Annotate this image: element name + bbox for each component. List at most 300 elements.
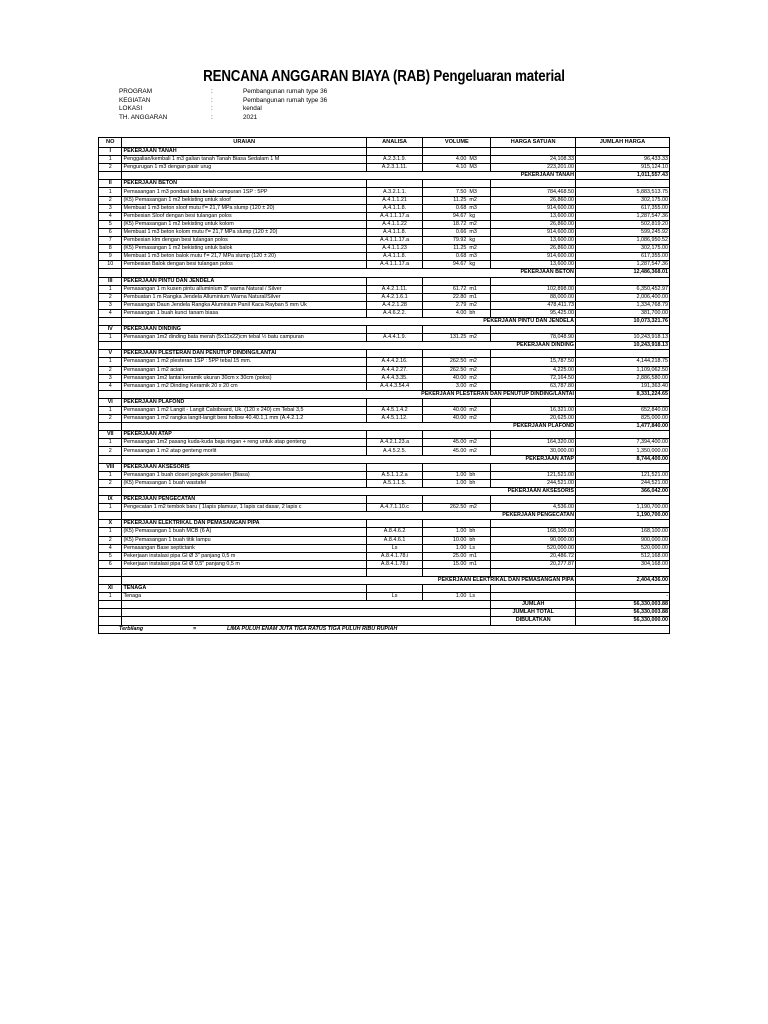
info-colon: : [211,96,213,104]
volume-value: 0.68 [455,253,467,260]
volume-unit: m2 [469,358,477,365]
empty-cell [423,568,491,576]
item-total: 1,190,700.00 [575,504,669,512]
item-total: 5,883,513.75 [575,188,669,196]
item-analisa: A.3.2.1.1. [366,188,422,196]
item-number: 1 [99,593,122,601]
volume-unit: m2 [469,374,477,381]
item-total: 302,175.00 [575,245,669,253]
empty-cell [423,431,491,439]
volume-value: 18.72 [452,220,467,227]
section-header-row [99,180,670,188]
dibulatkan-label: DIBULATKAN [491,617,576,625]
table-row [99,334,670,342]
table-row [99,471,670,479]
item-description: Pembesian Sloof dengan besi tulangan polos [122,212,366,220]
volume-unit: M3 [469,188,477,195]
item-description: (K5) Pemasangan 1 m2 bekisting untuk kolom [122,220,366,228]
volume-unit: bh [469,471,476,478]
volume-value: 1.00 [455,544,467,551]
item-total: 617,355.00 [575,204,669,212]
item-description: Pemasangan 1m2 pasang kuda-kuda baja ringan + reng untuk atap genteng [122,439,366,447]
item-analisa: A.4.4.2.27. [366,366,422,374]
empty-cell [366,326,422,334]
table-row [99,220,670,228]
section-name: PEKERJAAN BETON [122,180,366,188]
item-volume [423,293,491,301]
empty-cell [491,496,576,504]
empty-cell [99,601,122,609]
section-header-row [99,585,670,593]
table-row [99,301,670,309]
empty-cell [366,398,422,406]
item-unit-price: 90,000.00 [491,536,576,544]
info-label: PROGRAM [119,88,153,95]
empty-cell [575,350,669,358]
info-value: Pembangunan rumah type 36 [243,96,328,104]
subtotal-label: PEKERJAAN DINDING [122,342,575,350]
volume-value: 11.25 [453,245,467,252]
subtotal-row [99,512,670,520]
empty-cell [575,148,669,156]
empty-cell [122,609,491,617]
volume-unit: m2 [469,220,477,227]
volume-value: 22.80 [452,293,467,300]
table-row [99,447,670,455]
item-analisa: A.4.5.1.12. [366,415,422,423]
table-row [99,536,670,544]
item-description: Pemasangan 1 m2 plesteran 1SP : 5PP tebal 15 mm. [122,358,366,366]
volume-unit: kg [469,212,476,219]
item-unit-price: 4,536.00 [491,504,576,512]
terbilang-cell [99,625,670,633]
empty-cell [423,463,491,471]
table-row [99,196,670,204]
section-number: VI [99,398,122,406]
terbilang-equals: = [193,625,197,632]
item-description: Pemasangan 1 m3 pondasi batu belah campuran 1SP : 5PP [122,188,366,196]
subtotal-label: PEKERJAAN TANAH [122,172,575,180]
item-analisa: A.4.5.2.5. [366,447,422,455]
item-number: 4 [99,212,122,220]
item-total: 6,350,452.97 [575,285,669,293]
item-volume [423,528,491,536]
item-unit-price: 168,100.00 [491,528,576,536]
volume-unit: bh [469,528,476,535]
volume-unit: m2 [469,334,477,341]
subtotal-label: PEKERJAAN PLESTERAN DAN PENUTUP DINDING/LANTAI [122,390,575,398]
empty-cell [575,180,669,188]
item-analisa: A.8.4.1.78.i [366,552,422,560]
item-unit-price [491,593,576,601]
empty-cell [423,180,491,188]
section-header-row [99,398,670,406]
table-row [99,293,670,301]
info-row [119,88,443,97]
header-no: NO [99,138,122,148]
empty-cell [491,277,576,285]
item-number: 5 [99,552,122,560]
subtotal-row [99,390,670,398]
table-row [99,560,670,568]
header-uraian: URAIAN [122,138,366,148]
empty-cell [366,496,422,504]
info-value: 2021 [243,113,258,121]
item-volume [423,415,491,423]
empty-cell [423,520,491,528]
item-number: 1 [99,407,122,415]
item-number: 9 [99,253,122,261]
volume-unit: m2 [469,245,477,252]
item-unit-price: 88,000.00 [491,293,576,301]
item-number: 6 [99,228,122,236]
dibulatkan-row [99,617,670,625]
section-number: VIII [99,463,122,471]
empty-cell [491,398,576,406]
item-volume [423,188,491,196]
item-description: Pemasangan 1m2 lantai keramik ukuran 30cm x 30cm (polos) [122,374,366,382]
subtotal-value: 8,744,400.00 [575,455,669,463]
table-row [99,204,670,212]
volume-unit: m2 [469,415,477,422]
item-number: 1 [99,504,122,512]
item-description: Pemasangan 1m2 dinding bata merah (5x11x22)cm tebal ½ batu campuran [122,334,366,342]
section-header-row [99,520,670,528]
item-description: (K5) Pemasangan 1 m2 bekisting untuk sloof [122,196,366,204]
info-label: KEGIATAN [119,96,151,104]
item-analisa: Ls [366,593,422,601]
volume-unit: Ls [469,593,476,600]
empty-cell [423,398,491,406]
empty-cell [99,568,122,576]
subtotal-row [99,317,670,325]
item-volume [423,552,491,560]
volume-value: 10.00 [452,536,467,543]
empty-cell [366,585,422,593]
empty-cell [491,148,576,156]
volume-unit: Ls [469,544,476,551]
empty-cell [122,601,491,609]
item-unit-price: 26,860.00 [491,220,576,228]
item-volume [423,447,491,455]
subtotal-row [99,487,670,495]
item-total: 244,521.00 [575,479,669,487]
item-description: Pembesian klm dengan besi tulangan polos [122,237,366,245]
volume-value: 3.00 [455,382,467,389]
item-analisa: A.4.1.1.8. [366,228,422,236]
volume-unit: m2 [469,407,477,414]
section-name: TENAGA [122,585,366,593]
item-total: 7,394,400.00 [575,439,669,447]
item-analisa: A.4.1.1.17.a [366,212,422,220]
rab-table [98,137,670,634]
item-description: Pengecatan 1 m2 tembok baru ( 1lapis plamuur, 1 lapis cat dasar, 2 lapis c [122,504,366,512]
item-unit-price: 13,600.00 [491,237,576,245]
section-number: IV [99,326,122,334]
item-analisa: A.5.1.1.2.a [366,471,422,479]
empty-cell [491,463,576,471]
volume-unit: m2 [469,439,477,446]
item-volume [423,374,491,382]
item-number: 8 [99,245,122,253]
item-unit-price: 520,000.00 [491,544,576,552]
item-unit-price: 102,898.00 [491,285,576,293]
item-volume [423,382,491,390]
volume-value: 40.00 [452,407,467,414]
item-number: 2 [99,196,122,204]
table-row [99,439,670,447]
volume-unit: M3 [469,164,477,171]
volume-unit: m2 [469,196,477,203]
item-unit-price: 4,225.00 [491,366,576,374]
item-volume [423,261,491,269]
section-number: VII [99,431,122,439]
item-number: 4 [99,544,122,552]
item-total: 302,175.00 [575,196,669,204]
item-number: 2 [99,415,122,423]
empty-cell [99,455,122,463]
volume-value: 45.00 [452,447,467,454]
item-volume [423,358,491,366]
section-number: XI [99,585,122,593]
volume-unit: m1 [469,552,477,559]
volume-value: 45.00 [452,439,467,446]
section-header-row [99,431,670,439]
item-volume [423,439,491,447]
item-analisa: A.8.4.6.2 [366,528,422,536]
item-analisa: A.4.7.1.10.c [366,504,422,512]
info-label: TH. ANGGARAN [119,113,168,121]
info-row [119,97,443,106]
table-row [99,164,670,172]
subtotal-value: 12,486,368.01 [575,269,669,277]
empty-cell [99,342,122,350]
empty-cell [575,463,669,471]
item-analisa: A.4.4.2.16. [366,358,422,366]
item-description: Pekerjaan instalasi pipa GI Ø 0,5" panjang 0,5 m [122,560,366,568]
volume-value: 40.00 [452,415,467,422]
item-analisa: A.4.2.1.6.1 [366,293,422,301]
volume-value: 25.00 [452,552,467,559]
item-total: 381,700.00 [575,309,669,317]
volume-value: 1.00 [455,471,467,478]
section-header-row [99,277,670,285]
item-volume [423,164,491,172]
item-total: 599,245.92 [575,228,669,236]
item-unit-price: 63,787.80 [491,382,576,390]
item-description: Pemasangan 1 buah kunci tanam biasa [122,309,366,317]
item-number: 1 [99,156,122,164]
item-number: 3 [99,374,122,382]
header-jumlah: JUMLAH HARGA [575,138,669,148]
empty-cell [423,496,491,504]
empty-cell [99,172,122,180]
table-row [99,245,670,253]
terbilang-text: LIMA PULUH ENAM JUTA TIGA RATUS TIGA PULUH RIBU RUPIAH [227,625,398,632]
item-analisa: A.4.1.1.8. [366,204,422,212]
empty-cell [491,326,576,334]
empty-cell [575,398,669,406]
item-description: Pemasangan 1 m2 atap genteng morlit [122,447,366,455]
item-analisa: A.8.4.6.1 [366,536,422,544]
item-volume [423,536,491,544]
empty-cell [366,520,422,528]
empty-cell [99,609,122,617]
section-name: PEKERJAAN ATAP [122,431,366,439]
document-title: RENCANA ANGGARAN BIAYA (RAB) Pengeluaran material [203,68,565,85]
empty-cell [366,180,422,188]
item-volume [423,301,491,309]
item-volume [423,204,491,212]
item-total: 1,109,062.50 [575,366,669,374]
item-volume [423,245,491,253]
subtotal-label: PEKERJAAN BETON [122,269,575,277]
empty-cell [491,585,576,593]
header-volume: VOLUME [423,138,491,148]
item-analisa: A.4.2.1.23.a [366,439,422,447]
item-volume [423,253,491,261]
item-number: 6 [99,560,122,568]
item-number: 1 [99,358,122,366]
item-unit-price: 121,521.00 [491,471,576,479]
dibulatkan-value: 56,330,000.00 [575,617,669,625]
table-row [99,253,670,261]
empty-cell [122,568,366,576]
section-name: PEKERJAAN ELEKTRIKAL DAN PEMASANGAN PIPA [122,520,366,528]
subtotal-label: PEKERJAAN PINTU DAN JENDELA [122,317,575,325]
subtotal-value: 2,404,436.00 [575,576,669,584]
table-row [99,366,670,374]
item-volume [423,544,491,552]
volume-unit: m2 [469,447,477,454]
item-analisa: A.4.5.1.4.2 [366,407,422,415]
item-analisa: A.4.6.2.2. [366,309,422,317]
item-volume [423,593,491,601]
empty-cell [99,617,122,625]
item-volume [423,504,491,512]
section-name: PEKERJAAN PLAFOND [122,398,366,406]
item-volume [423,309,491,317]
subtotal-row [99,172,670,180]
item-volume [423,560,491,568]
item-volume [423,479,491,487]
volume-value: 0.66 [455,228,467,235]
item-number: 1 [99,471,122,479]
table-row [99,552,670,560]
item-analisa: A.4.1.1.23 [366,245,422,253]
item-description: (K5) Pemasangan 1 buah MCB (6 A) [122,528,366,536]
info-colon: : [211,113,213,121]
item-total: 900,000.00 [575,536,669,544]
empty-cell [423,326,491,334]
volume-unit: m2 [469,504,477,511]
item-total: 2,006,400.00 [575,293,669,301]
item-description: Pemasangan 1 buah closet jongkok porselen (Biasa) [122,471,366,479]
empty-cell [491,520,576,528]
table-row [99,593,670,601]
item-number: 1 [99,439,122,447]
empty-cell [423,148,491,156]
empty-cell [491,568,576,576]
subtotal-label: PEKERJAAN ATAP [122,455,575,463]
item-unit-price: 26,860.00 [491,245,576,253]
item-volume [423,334,491,342]
table-row [99,285,670,293]
item-analisa: A.4.1.1.17.a [366,237,422,245]
empty-cell [366,431,422,439]
item-unit-price: 26,860.00 [491,196,576,204]
empty-cell [575,431,669,439]
item-total: 96,433.33 [575,156,669,164]
jumlah-label: JUMLAH [491,601,576,609]
table-row [99,374,670,382]
info-colon: : [211,88,213,95]
item-description: Pemasangan 1 m2 Dinding Keramik 20 x 20 cm [122,382,366,390]
item-description: Pembuatan 1 m Rangka Jendela Alluminium Warna Natural/Silver [122,293,366,301]
volume-value: 262.50 [449,358,467,365]
table-row [99,415,670,423]
item-unit-price: 72,164.50 [491,374,576,382]
volume-unit: bh [469,479,476,486]
subtotal-row [99,455,670,463]
item-description: Pekerjaan instalasi pipa GI Ø 3" panjang 0,5 m [122,552,366,560]
item-description: Pemasangan 1 m2 acian. [122,366,366,374]
item-volume [423,407,491,415]
item-total: 304,168.00 [575,560,669,568]
info-row [119,114,443,123]
item-description: Membuat 1 m3 beton kolom mutu f'= 21,7 MPa slump (120 ± 20) [122,228,366,236]
volume-value: 1.00 [455,528,467,535]
empty-cell [491,350,576,358]
jumlah-total-row [99,609,670,617]
item-number: 1 [99,285,122,293]
volume-unit: bh [469,536,476,543]
section-header-row [99,148,670,156]
jumlah-row [99,601,670,609]
volume-unit: m1 [469,293,477,300]
table-row [99,261,670,269]
item-volume [423,471,491,479]
section-name: PEKERJAAN PINTU DAN JENDELA [122,277,366,285]
volume-value: 4.10 [455,164,467,171]
item-total: 512,168.00 [575,552,669,560]
empty-cell [99,390,122,398]
section-name: PEKERJAAN PLESTERAN DAN PENUTUP DINDING/LANTAI [122,350,366,358]
section-header-row [99,350,670,358]
table-row [99,407,670,415]
terbilang-row [99,625,670,633]
empty-cell [575,520,669,528]
item-number: 7 [99,237,122,245]
section-number: I [99,148,122,156]
item-description: (K5) Pemasangan 1 m2 bekisting untuk balok [122,245,366,253]
volume-unit: m2 [469,382,477,389]
empty-cell [575,496,669,504]
subtotal-value: 1,011,557.43 [575,172,669,180]
subtotal-label: PEKERJAAN ELEKTRIKAL DAN PEMASANGAN PIPA [122,576,575,584]
table-row [99,382,670,390]
item-total: 10,243,918.13 [575,334,669,342]
item-volume [423,156,491,164]
item-total: 168,100.00 [575,528,669,536]
volume-value: 94.67 [452,212,467,219]
empty-cell [366,463,422,471]
subtotal-row [99,576,670,584]
section-header-row [99,326,670,334]
volume-value: 11.25 [453,196,467,203]
item-number: 3 [99,301,122,309]
item-total: 825,000.00 [575,415,669,423]
